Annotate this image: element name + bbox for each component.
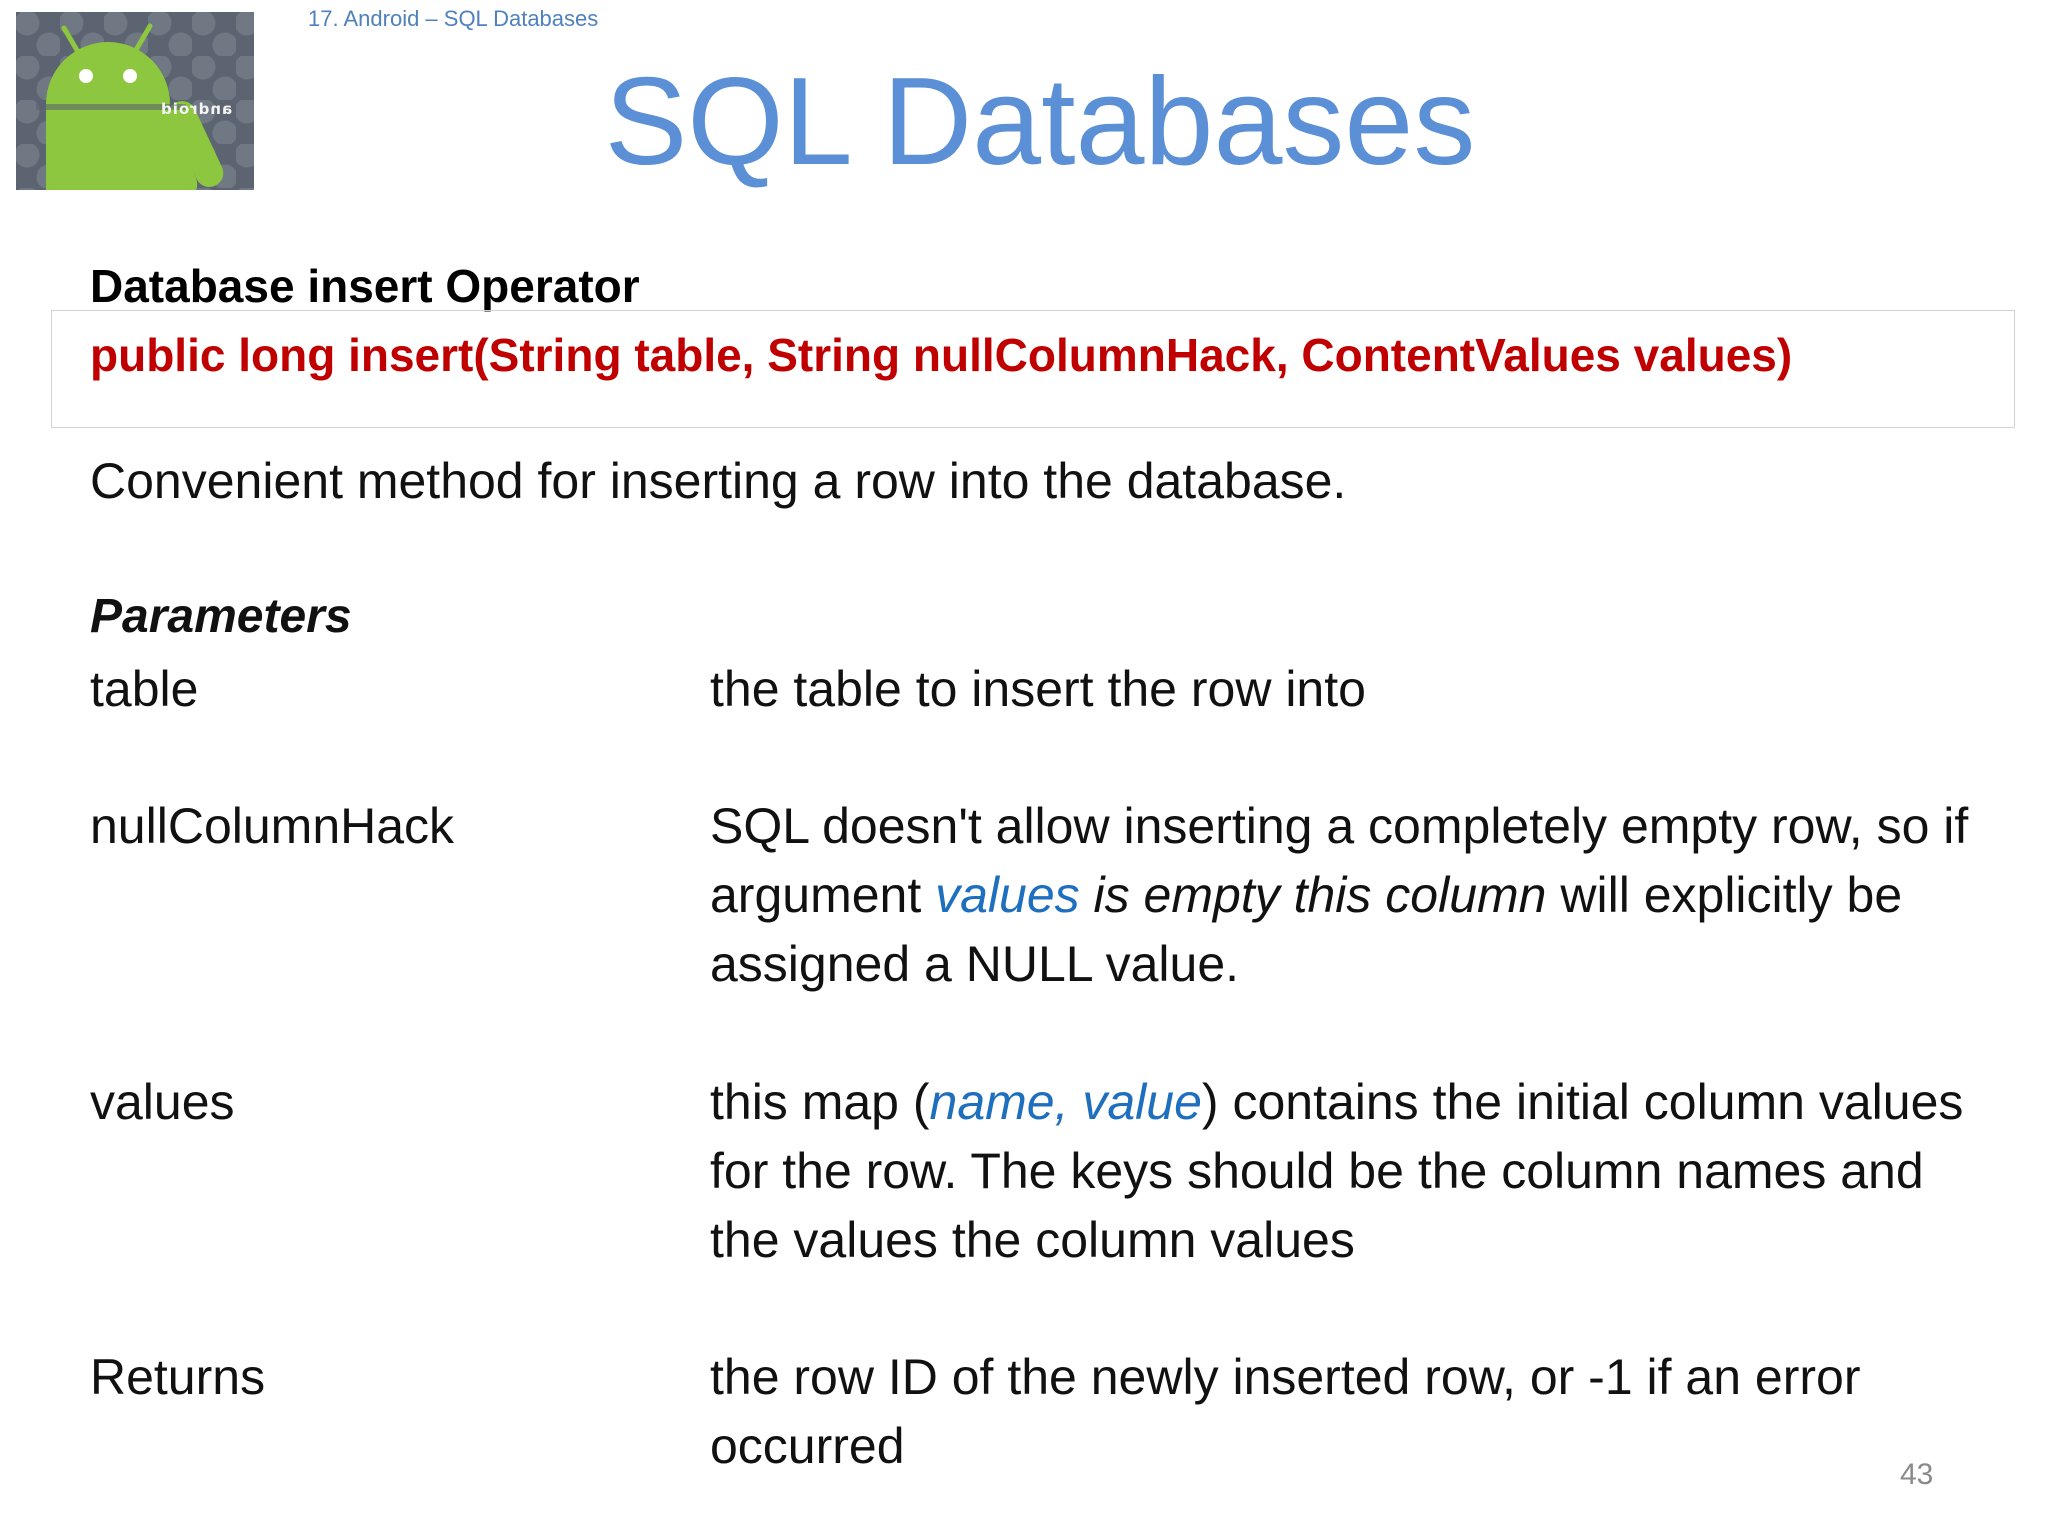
parameters-heading: Parameters <box>90 590 352 643</box>
method-signature-box <box>51 310 2015 428</box>
param-description <box>710 792 1970 999</box>
page-number: 43 <box>1900 1458 1934 1491</box>
desc-highlight: name, value <box>929 1074 1202 1130</box>
param-name: table <box>90 661 199 717</box>
breadcrumb: 17. Android – SQL Databases <box>308 6 599 31</box>
logo-text: android <box>160 100 233 118</box>
param-name: Returns <box>90 1349 266 1405</box>
param-name: values <box>90 1074 235 1130</box>
desc-text: ) contains the initial column values for the row. The keys should be the column names and the values the column values <box>710 1074 1964 1268</box>
desc-italic: is empty this column <box>1079 867 1547 923</box>
param-description: the row ID of the newly inserted row, or -1 if an error occurred <box>710 1349 1861 1474</box>
page-title: SQL Databases <box>604 53 1476 191</box>
method-signature: public long insert(String table, String nullColumnHack, ContentValues values) <box>90 329 1793 381</box>
param-description <box>710 1068 1970 1275</box>
desc-text: this map ( <box>710 1074 930 1130</box>
section-heading: Database insert Operator <box>90 260 640 312</box>
desc-text: SQL doesn't allow inserting a completely empty row, so if argument <box>710 798 1969 923</box>
android-robot-icon <box>16 12 254 190</box>
method-description: Convenient method for inserting a row into the database. <box>90 453 1347 509</box>
param-name: nullColumnHack <box>90 798 455 854</box>
desc-text: will explicitly be assigned a NULL value. <box>710 867 1903 992</box>
desc-highlight: values <box>935 867 1080 923</box>
param-description: the table to insert the row into <box>710 661 1366 717</box>
